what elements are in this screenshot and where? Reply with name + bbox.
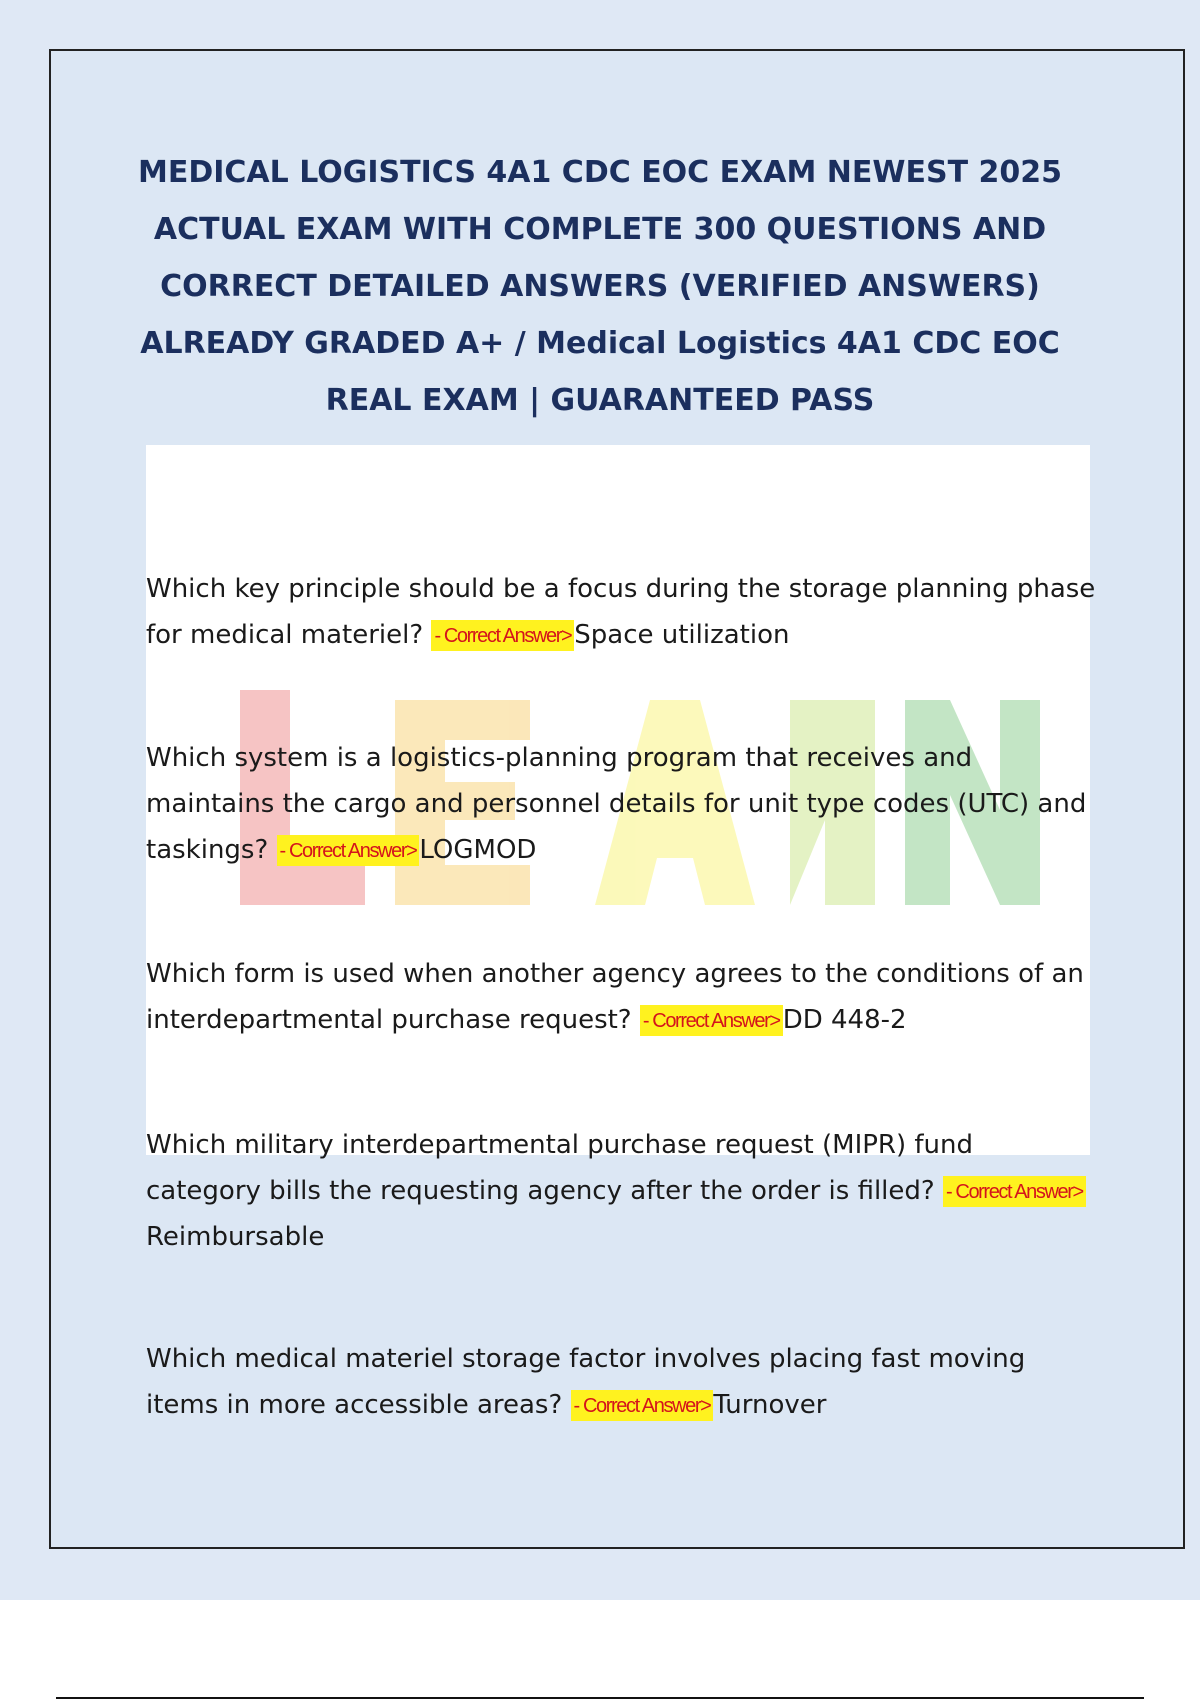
question-4 xyxy=(146,1122,1096,1260)
correct-answer-tag: - Correct Answer> xyxy=(571,1390,714,1421)
question-3 xyxy=(146,951,1096,1043)
answer-text: Turnover xyxy=(713,1390,827,1420)
question-text: Which system is a logistics-planning program that receives and maintains the cargo and personnel details for unit type codes (UTC) and taskings? xyxy=(146,743,1087,865)
question-2 xyxy=(146,735,1096,873)
question-text: Which military interdepartmental purchase request (MIPR) fund category bills the requesting agency after the order is filled? xyxy=(146,1130,973,1206)
correct-answer-tag: - Correct Answer> xyxy=(943,1176,1086,1207)
correct-answer-tag: - Correct Answer> xyxy=(277,835,420,866)
question-text: Which key principle should be a focus during the storage planning phase for medical materiel? xyxy=(146,574,1096,650)
answer-text: Space utilization xyxy=(574,620,790,650)
correct-answer-tag: - Correct Answer> xyxy=(640,1005,783,1036)
footer-rule xyxy=(56,1697,1144,1699)
answer-text: DD 448-2 xyxy=(782,1005,907,1035)
document-title: MEDICAL LOGISTICS 4A1 CDC EOC EXAM NEWEST 2025 ACTUAL EXAM WITH COMPLETE 300 QUESTIONS AND CORRECT DETAILED ANSWERS (VERIFIED ANSWERS) ALREADY GRADED A+ / Medical Logistics 4A1 CDC EOC REAL EXAM | GUARANTEED PASS xyxy=(138,155,1062,418)
question-5 xyxy=(146,1336,1096,1428)
question-text: Which form is used when another agency agrees to the conditions of an interdepartmental purchase request? xyxy=(146,959,1084,1035)
question-text: Which medical materiel storage factor involves placing fast moving items in more accessible areas? xyxy=(146,1344,1026,1420)
answer-text: Reimbursable xyxy=(146,1222,325,1252)
question-1 xyxy=(146,566,1096,658)
correct-answer-tag: - Correct Answer> xyxy=(431,620,574,651)
answer-text: LOGMOD xyxy=(419,835,537,865)
